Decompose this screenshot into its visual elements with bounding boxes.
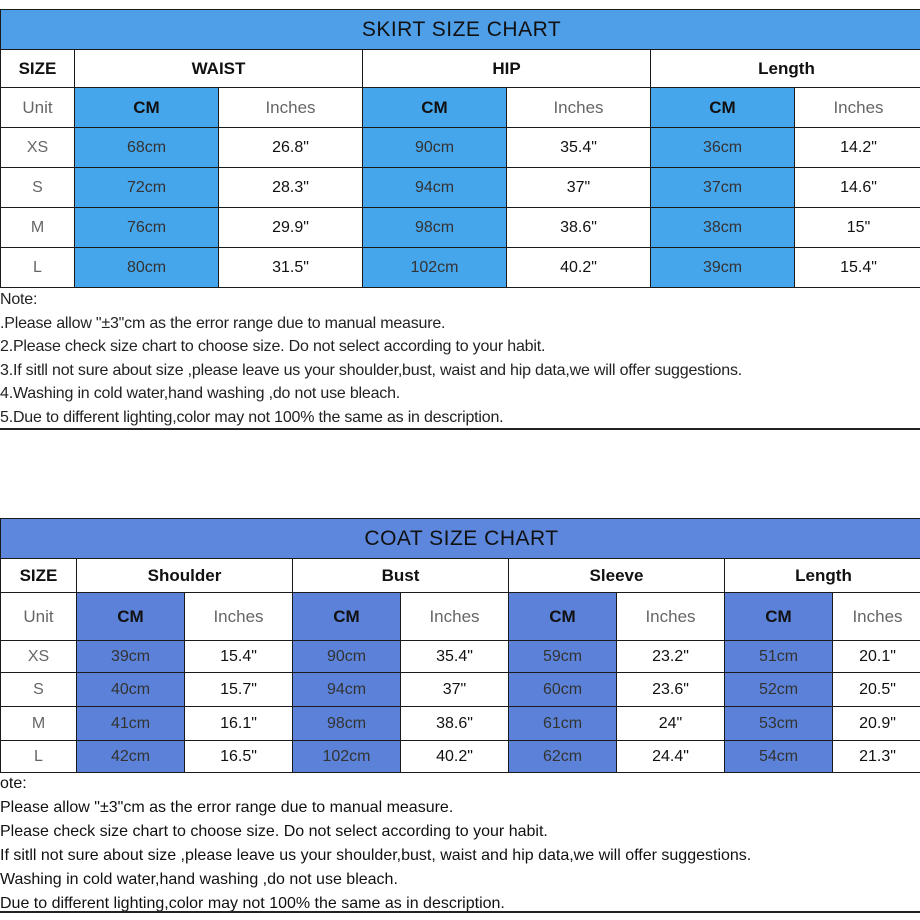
- unit-label: Unit: [1, 593, 77, 641]
- coat-size-table: [0, 518, 920, 773]
- cm-value: 52cm: [725, 673, 833, 707]
- cm-value: 98cm: [293, 707, 401, 741]
- inches-header: Inches: [617, 593, 725, 641]
- shoulder-header: Shoulder: [77, 559, 293, 593]
- inches-value: 16.5": [185, 741, 293, 773]
- size-cell: M: [1, 707, 77, 741]
- inches-value: 29.9": [219, 208, 363, 248]
- inches-value: 14.2": [795, 128, 920, 168]
- cm-header: CM: [725, 593, 833, 641]
- table-row: [1, 208, 920, 248]
- size-cell: L: [1, 248, 75, 288]
- table-row: [1, 741, 920, 773]
- size-cell: S: [1, 168, 75, 208]
- waist-header: WAIST: [75, 50, 363, 88]
- inches-value: 24.4": [617, 741, 725, 773]
- cm-value: 41cm: [77, 707, 185, 741]
- note-item: .Please allow "±3"cm as the error range due to manual measure.: [0, 314, 446, 332]
- inches-value: 15.7": [185, 673, 293, 707]
- inches-header: Inches: [507, 88, 651, 128]
- cm-value: 40cm: [77, 673, 185, 707]
- hip-header: HIP: [363, 50, 651, 88]
- inches-value: 40.2": [507, 248, 651, 288]
- skirt-chart-title: SKIRT SIZE CHART: [1, 10, 920, 50]
- note-item: 5.Due to different lighting,color may not 100% the same as in description.: [0, 408, 504, 426]
- table-row: [1, 673, 920, 707]
- note-item: 2.Please check size chart to choose size. Do not select according to your habit.: [0, 338, 546, 355]
- inches-value: 14.6": [795, 168, 920, 208]
- cm-value: 72cm: [75, 168, 219, 208]
- cm-header: CM: [77, 593, 185, 641]
- cm-value: 39cm: [651, 248, 795, 288]
- note-item: Please allow "±3"cm as the error range due to manual measure.: [0, 799, 454, 816]
- inches-header: Inches: [219, 88, 363, 128]
- cm-value: 61cm: [509, 707, 617, 741]
- cm-value: 94cm: [293, 673, 401, 707]
- skirt-notes: [0, 288, 742, 429]
- table-row: [1, 128, 920, 168]
- inches-value: 37": [401, 673, 509, 707]
- size-cell: XS: [1, 641, 77, 673]
- note-item: Due to different lighting,color may not 100% the same as in description.: [0, 895, 505, 912]
- cm-value: 37cm: [651, 168, 795, 208]
- inches-header: Inches: [185, 593, 293, 641]
- inches-value: 15.4": [795, 248, 920, 288]
- cm-value: 36cm: [651, 128, 795, 168]
- length-header: Length: [725, 559, 920, 593]
- note-item: Washing in cold water,hand washing ,do not use bleach.: [0, 871, 398, 888]
- cm-value: 38cm: [651, 208, 795, 248]
- cm-header: CM: [651, 88, 795, 128]
- inches-value: 38.6": [401, 707, 509, 741]
- inches-value: 23.2": [617, 641, 725, 673]
- inches-value: 31.5": [219, 248, 363, 288]
- note-item: 4.Washing in cold water,hand washing ,do not use bleach.: [0, 385, 401, 402]
- coat-notes: [0, 772, 751, 916]
- size-cell: XS: [1, 128, 75, 168]
- inches-value: 15.4": [185, 641, 293, 673]
- cm-value: 90cm: [293, 641, 401, 673]
- inches-value: 37": [507, 168, 651, 208]
- cm-value: 53cm: [725, 707, 833, 741]
- inches-value: 35.4": [507, 128, 651, 168]
- cm-value: 102cm: [363, 248, 507, 288]
- size-column-header: SIZE: [1, 559, 77, 593]
- size-cell: S: [1, 673, 77, 707]
- table-row: [1, 707, 920, 741]
- inches-value: 26.8": [219, 128, 363, 168]
- size-column-header: SIZE: [1, 50, 75, 88]
- inches-value: 28.3": [219, 168, 363, 208]
- divider: [0, 911, 920, 913]
- bust-header: Bust: [293, 559, 509, 593]
- cm-value: 102cm: [293, 741, 401, 773]
- length-header: Length: [651, 50, 920, 88]
- coat-chart-title: COAT SIZE CHART: [1, 519, 920, 559]
- cm-header: CM: [75, 88, 219, 128]
- size-cell: M: [1, 208, 75, 248]
- inches-value: 40.2": [401, 741, 509, 773]
- inches-header: Inches: [833, 593, 920, 641]
- inches-value: 20.5": [833, 673, 920, 707]
- cm-value: 90cm: [363, 128, 507, 168]
- size-cell: L: [1, 741, 77, 773]
- divider: [0, 428, 920, 430]
- note-item: 3.If sitll not sure about size ,please leave us your shoulder,bust, waist and hip data,we will offer suggestions.: [0, 361, 742, 379]
- cm-header: CM: [509, 593, 617, 641]
- inches-value: 20.1": [833, 641, 920, 673]
- inches-value: 16.1": [185, 707, 293, 741]
- inches-header: Inches: [401, 593, 509, 641]
- table-row: [1, 641, 920, 673]
- cm-header: CM: [293, 593, 401, 641]
- notes-heading: ote:: [0, 775, 27, 792]
- note-item: If sitll not sure about size ,please leave us your shoulder,bust, waist and hip data,we will offer suggestions.: [0, 847, 752, 864]
- inches-value: 15": [795, 208, 920, 248]
- note-item: Please check size chart to choose size. Do not select according to your habit.: [0, 823, 548, 840]
- inches-value: 38.6": [507, 208, 651, 248]
- table-row: [1, 168, 920, 208]
- cm-header: CM: [363, 88, 507, 128]
- cm-value: 80cm: [75, 248, 219, 288]
- cm-value: 51cm: [725, 641, 833, 673]
- inches-value: 24": [617, 707, 725, 741]
- sleeve-header: Sleeve: [509, 559, 725, 593]
- table-row: [1, 248, 920, 288]
- cm-value: 60cm: [509, 673, 617, 707]
- inches-value: 35.4": [401, 641, 509, 673]
- cm-value: 98cm: [363, 208, 507, 248]
- cm-value: 42cm: [77, 741, 185, 773]
- cm-value: 39cm: [77, 641, 185, 673]
- inches-value: 21.3": [833, 741, 920, 773]
- unit-label: Unit: [1, 88, 75, 128]
- skirt-size-table: [0, 9, 920, 288]
- inches-value: 20.9": [833, 707, 920, 741]
- cm-value: 68cm: [75, 128, 219, 168]
- inches-value: 23.6": [617, 673, 725, 707]
- cm-value: 54cm: [725, 741, 833, 773]
- notes-heading: Note:: [0, 291, 38, 308]
- cm-value: 62cm: [509, 741, 617, 773]
- cm-value: 94cm: [363, 168, 507, 208]
- inches-header: Inches: [795, 88, 920, 128]
- cm-value: 59cm: [509, 641, 617, 673]
- cm-value: 76cm: [75, 208, 219, 248]
